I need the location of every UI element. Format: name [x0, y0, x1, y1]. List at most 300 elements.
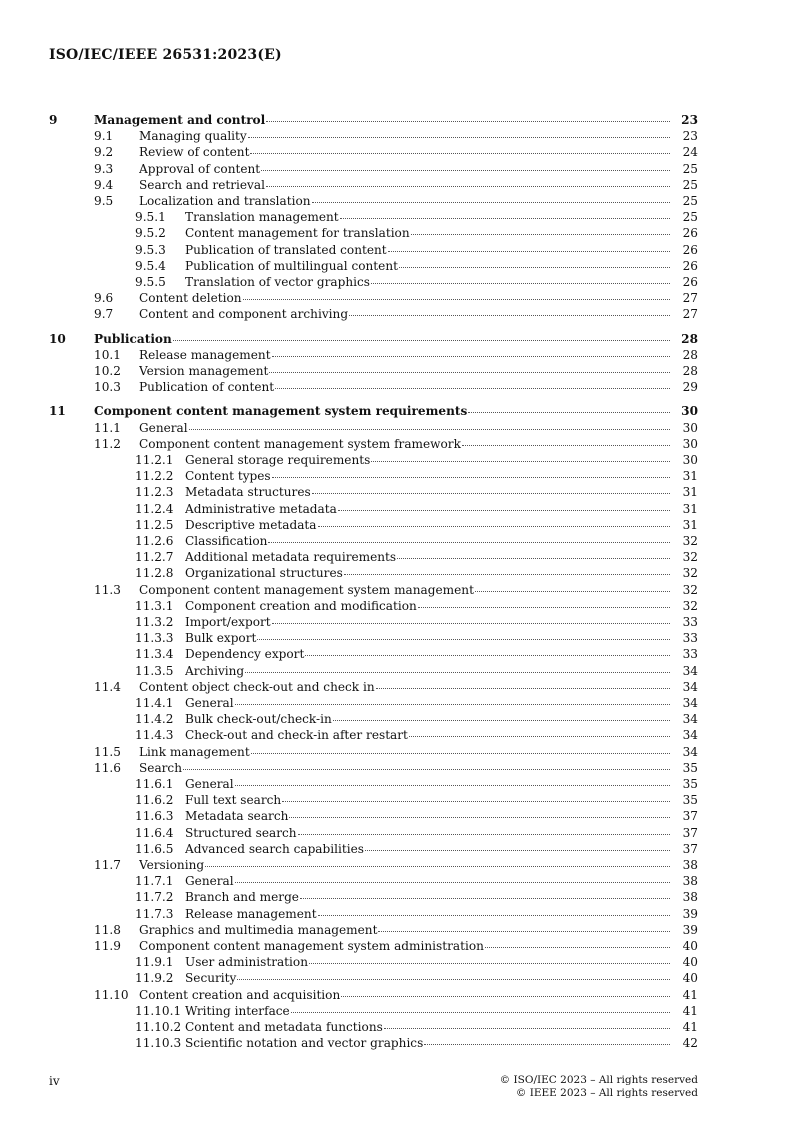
toc-entry[interactable]	[0, 331, 793, 347]
toc-entry[interactable]	[0, 792, 793, 808]
toc-entry-leader	[185, 792, 698, 808]
toc-entry-page: 38	[672, 873, 698, 889]
dot-leader	[245, 672, 670, 673]
dot-leader	[384, 1028, 670, 1029]
toc-entry-leader	[139, 420, 698, 436]
dot-leader	[371, 283, 670, 284]
dot-leader	[300, 898, 670, 899]
copyright-line-iso: © ISO/IEC 2023 – All rights reserved	[499, 1074, 698, 1086]
toc-entry-leader	[185, 954, 698, 970]
toc-entry-number: 10.2	[94, 364, 121, 378]
toc-entry-title: Content and component archiving	[139, 307, 349, 322]
toc-entry-number: 11.2.7	[135, 550, 174, 565]
toc-entry-leader	[185, 242, 698, 258]
toc-entry-leader	[185, 841, 698, 857]
toc-entry-number: 11.2.6	[135, 534, 174, 548]
toc-entry-title: Content object check-out and check in	[139, 679, 375, 694]
toc-entry-number: 11.7.3	[135, 906, 174, 921]
toc-entry-number: 10.3	[94, 380, 121, 395]
toc-entry-page: 32	[672, 598, 698, 614]
toc-entry-title: Release management	[139, 347, 271, 362]
toc-entry-title: Component content management system administration	[139, 939, 484, 953]
toc-entry-leader	[185, 598, 698, 614]
toc-entry-title: Managing quality	[139, 129, 247, 144]
toc-entry-title: Descriptive metadata	[185, 517, 317, 532]
toc-entry-number: 11.10	[94, 987, 129, 1002]
toc-entry[interactable]	[0, 565, 793, 581]
toc-entry-page: 30	[672, 452, 698, 468]
toc-entry-leader	[185, 906, 698, 922]
toc-entry-number: 9.3	[94, 161, 114, 176]
toc-entry-title: Writing interface	[185, 1003, 290, 1018]
toc-entry[interactable]	[0, 646, 793, 662]
toc-entry[interactable]	[0, 258, 793, 274]
dot-leader	[272, 623, 670, 624]
dot-leader	[485, 947, 670, 948]
toc-entry-page: 34	[672, 663, 698, 679]
toc-entry-leader	[185, 663, 698, 679]
toc-entry[interactable]	[0, 209, 793, 225]
toc-entry-number: 11.2.3	[135, 485, 174, 500]
toc-entry-page: 41	[672, 987, 698, 1003]
toc-entry[interactable]	[0, 379, 793, 395]
toc-entry-number: 9.2	[94, 145, 114, 160]
toc-entry-leader	[94, 331, 698, 347]
toc-entry-page: 30	[672, 420, 698, 436]
toc-entry-page: 35	[672, 792, 698, 808]
toc-entry[interactable]	[0, 193, 793, 209]
toc-entry-leader	[185, 549, 698, 565]
toc-entry-leader	[185, 873, 698, 889]
toc-entry-number: 11.7.1	[135, 874, 174, 889]
toc-entry[interactable]	[0, 776, 793, 792]
toc-entry[interactable]	[0, 711, 793, 727]
toc-entry-number: 9.5	[94, 194, 114, 208]
toc-entry[interactable]	[0, 144, 793, 160]
toc-entry[interactable]	[0, 533, 793, 549]
toc-entry-page: 25	[672, 177, 698, 193]
toc-entry-page: 39	[672, 906, 698, 922]
toc-entry-page: 35	[672, 776, 698, 792]
toc-entry-leader	[185, 565, 698, 581]
dot-leader	[468, 412, 670, 413]
dot-leader	[275, 388, 670, 389]
toc-entry[interactable]	[0, 663, 793, 679]
toc-entry-leader	[185, 614, 698, 630]
toc-entry-title: Dependency export	[185, 647, 305, 662]
dot-leader	[251, 753, 670, 754]
toc-entry-number: 11.4.2	[135, 712, 174, 727]
toc-entry-title: User administration	[185, 955, 308, 970]
toc-entry[interactable]	[0, 484, 793, 500]
dot-leader	[257, 639, 670, 640]
toc-entry[interactable]	[0, 857, 793, 873]
toc-entry-title: Scientific notation and vector graphics	[185, 1036, 424, 1051]
toc-entry-number: 11.6.5	[135, 841, 174, 856]
toc-entry[interactable]	[0, 582, 793, 598]
dot-leader	[371, 461, 670, 462]
toc-entry[interactable]	[0, 347, 793, 363]
toc-entry-page: 26	[672, 274, 698, 290]
toc-entry[interactable]	[0, 290, 793, 306]
toc-entry-page: 39	[672, 922, 698, 938]
toc-entry-leader	[139, 306, 698, 322]
toc-entry-page: 41	[672, 1019, 698, 1035]
dot-leader	[388, 251, 670, 252]
toc-entry[interactable]	[0, 954, 793, 970]
toc-entry-page: 31	[672, 484, 698, 500]
toc-entry-title: Search	[139, 760, 182, 775]
toc-entry-number: 11.4	[94, 679, 121, 694]
toc-entry-page: 29	[672, 379, 698, 395]
toc-entry-number: 11.2.8	[135, 566, 174, 581]
dot-leader	[235, 882, 670, 883]
toc-entry-page: 25	[672, 161, 698, 177]
toc-entry[interactable]	[0, 744, 793, 760]
dot-leader	[268, 542, 670, 543]
toc-entry-title: Publication of content	[139, 380, 275, 395]
dot-leader	[318, 915, 670, 916]
toc-entry-leader	[94, 403, 698, 419]
dot-leader	[338, 510, 670, 511]
toc-entry-page: 41	[672, 1003, 698, 1019]
toc-entry[interactable]	[0, 112, 793, 128]
toc-entry-leader	[185, 533, 698, 549]
toc-entry-page: 33	[672, 614, 698, 630]
dot-leader	[205, 866, 670, 867]
toc-entry-title: Full text search	[185, 793, 282, 808]
toc-entry-number: 11.3.3	[135, 631, 174, 646]
toc-entry-title: Component creation and modification	[185, 598, 417, 613]
toc-entry-leader	[185, 889, 698, 905]
toc-entry-page: 34	[672, 727, 698, 743]
toc-entry-page: 40	[672, 938, 698, 954]
toc-entry-title: Metadata search	[185, 809, 289, 824]
toc-entry-leader	[139, 582, 698, 598]
toc-entry[interactable]	[0, 177, 793, 193]
toc-entry[interactable]	[0, 517, 793, 533]
toc-entry-leader	[185, 517, 698, 533]
toc-entry[interactable]	[0, 363, 793, 379]
toc-entry[interactable]	[0, 679, 793, 695]
toc-entry-leader	[185, 274, 698, 290]
toc-entry-title: Metadata structures	[185, 485, 311, 500]
dot-leader	[312, 202, 670, 203]
toc-entry[interactable]	[0, 727, 793, 743]
toc-entry-title: Search and retrieval	[139, 177, 265, 192]
toc-entry[interactable]	[0, 825, 793, 841]
toc-entry[interactable]	[0, 274, 793, 290]
toc-entry-page: 38	[672, 889, 698, 905]
toc-entry-number: 11.6.1	[135, 777, 174, 791]
toc-entry-title: General	[185, 696, 234, 710]
toc-entry-number: 11.3	[94, 582, 121, 597]
dot-leader	[248, 137, 670, 138]
toc-entry[interactable]	[0, 501, 793, 517]
toc-entry-title: Administrative metadata	[185, 501, 337, 516]
dot-leader	[333, 720, 670, 721]
toc-entry-title: Localization and translation	[139, 194, 311, 208]
toc-entry-page: 34	[672, 711, 698, 727]
toc-entry-leader	[139, 679, 698, 695]
toc-entry-title: Component content management system requirements	[94, 404, 468, 419]
toc-entry-title: General	[139, 420, 188, 435]
toc-entry-number: 11.10.2	[135, 1020, 182, 1034]
toc-entry-number: 10	[49, 331, 66, 346]
toc-entry-number: 9.5.1	[135, 210, 166, 225]
toc-entry-leader	[139, 347, 698, 363]
toc-entry[interactable]	[0, 1019, 793, 1035]
dot-leader	[289, 817, 670, 818]
toc-entry-leader	[185, 646, 698, 662]
dot-leader	[349, 315, 670, 316]
dot-leader	[269, 372, 670, 373]
toc-entry[interactable]	[0, 452, 793, 468]
toc-entry-leader	[185, 258, 698, 274]
toc-entry-title: Import/export	[185, 615, 271, 629]
toc-entry-number: 11.3.2	[135, 615, 174, 629]
page-number: iv	[49, 1074, 60, 1088]
toc-entry-title: General	[185, 874, 234, 889]
toc-entry-leader	[139, 193, 698, 209]
toc-entry[interactable]	[0, 598, 793, 614]
toc-entry-title: Translation management	[185, 210, 339, 225]
toc-entry[interactable]	[0, 549, 793, 565]
toc-entry-leader	[139, 379, 698, 395]
toc-entry-page: 42	[672, 1035, 698, 1051]
dot-leader	[411, 234, 670, 235]
toc-entry[interactable]	[0, 161, 793, 177]
toc-entry-leader	[185, 776, 698, 792]
toc-entry[interactable]	[0, 938, 793, 954]
dot-leader	[399, 267, 670, 268]
toc-entry-page: 32	[672, 533, 698, 549]
toc-entry-page: 31	[672, 501, 698, 517]
toc-entry-number: 11.7.2	[135, 890, 174, 905]
toc-entry-number: 11	[49, 404, 66, 419]
toc-entry[interactable]	[0, 436, 793, 452]
copyright-notice	[500, 1074, 698, 1100]
toc-entry-title: Translation of vector graphics	[185, 275, 371, 289]
toc-entry-leader	[185, 1003, 698, 1019]
toc-entry-title: Content creation and acquisition	[139, 987, 341, 1002]
toc-entry[interactable]	[0, 1003, 793, 1019]
document-header: ISO/IEC/IEEE 26531:2023(E)	[49, 47, 282, 63]
dot-leader	[312, 493, 670, 494]
toc-entry-leader	[139, 128, 698, 144]
toc-entry-page: 31	[672, 468, 698, 484]
toc-entry-title: Component content management system management	[139, 582, 474, 597]
toc-entry-number: 9.5.2	[135, 226, 166, 241]
toc-entry-number: 11.2.5	[135, 517, 174, 532]
toc-entry-number: 11.4.3	[135, 728, 174, 743]
dot-leader	[365, 850, 670, 851]
dot-leader	[318, 526, 670, 527]
toc-entry[interactable]	[0, 970, 793, 986]
dot-leader	[282, 801, 670, 802]
dot-leader	[376, 688, 670, 689]
toc-entry-title: Security	[185, 971, 237, 986]
dot-leader	[397, 558, 670, 559]
dot-leader	[298, 834, 670, 835]
toc-entry[interactable]	[0, 306, 793, 322]
toc-entry-leader	[185, 1019, 698, 1035]
toc-entry-title: Publication of multilingual content	[185, 258, 398, 273]
toc-entry-page: 28	[672, 331, 698, 347]
toc-entry-leader	[139, 987, 698, 1003]
toc-entry-leader	[185, 727, 698, 743]
toc-entry-title: Approval of content	[139, 161, 261, 176]
dot-leader	[340, 218, 670, 219]
toc-entry-leader	[185, 468, 698, 484]
toc-entry-number: 9.4	[94, 177, 114, 192]
toc-entry[interactable]	[0, 614, 793, 630]
toc-entry-number: 11.4.1	[135, 696, 174, 710]
dot-leader	[309, 963, 670, 964]
toc-entry[interactable]	[0, 242, 793, 258]
toc-entry[interactable]	[0, 808, 793, 824]
toc-entry-title: Additional metadata requirements	[185, 550, 397, 565]
toc-entry-number: 9	[49, 113, 58, 127]
toc-entry-page: 34	[672, 744, 698, 760]
toc-entry-page: 34	[672, 679, 698, 695]
toc-entry-leader	[139, 922, 698, 938]
toc-entry[interactable]	[0, 889, 793, 905]
toc-entry-title: Classification	[185, 534, 268, 548]
dot-leader	[475, 591, 670, 592]
toc-entry-leader	[139, 363, 698, 379]
toc-entry-page: 28	[672, 363, 698, 379]
toc-entry-number: 11.8	[94, 922, 121, 937]
toc-entry-number: 11.2	[94, 436, 121, 451]
toc-entry-title: Content types	[185, 469, 271, 484]
toc-entry-leader	[139, 436, 698, 452]
toc-entry-leader	[185, 209, 698, 225]
toc-entry-page: 28	[672, 347, 698, 363]
toc-entry-page: 25	[672, 193, 698, 209]
toc-entry-title: Content deletion	[139, 291, 242, 306]
toc-entry-number: 11.3.1	[135, 598, 174, 613]
dot-leader	[261, 170, 670, 171]
dot-leader	[266, 121, 670, 122]
toc-entry-leader	[139, 857, 698, 873]
toc-entry[interactable]	[0, 987, 793, 1003]
toc-entry-page: 30	[672, 403, 698, 419]
toc-entry[interactable]	[0, 1035, 793, 1051]
toc-entry-title: General	[185, 777, 234, 791]
toc-entry-page: 27	[672, 306, 698, 322]
toc-entry-number: 9.1	[94, 129, 114, 144]
dot-leader	[183, 769, 670, 770]
toc-entry-title: Version management	[139, 364, 269, 378]
toc-entry[interactable]	[0, 906, 793, 922]
dot-leader	[173, 340, 670, 341]
toc-entry-leader	[139, 744, 698, 760]
dot-leader	[305, 655, 670, 656]
copyright-line-ieee: © IEEE 2023 – All rights reserved	[515, 1087, 698, 1099]
toc-entry-leader	[185, 225, 698, 241]
toc-entry-leader	[139, 290, 698, 306]
toc-entry-number: 11.1	[94, 420, 121, 435]
dot-leader	[237, 979, 670, 980]
toc-entry-leader	[185, 970, 698, 986]
toc-entry[interactable]	[0, 922, 793, 938]
toc-entry[interactable]	[0, 403, 793, 419]
toc-entry-leader	[139, 760, 698, 776]
toc-entry-title: Branch and merge	[185, 890, 299, 905]
toc-entry-leader	[139, 161, 698, 177]
dot-leader	[272, 477, 670, 478]
toc-entry-title: Structured search	[185, 825, 297, 840]
toc-entry-leader	[185, 452, 698, 468]
toc-entry-number: 11.6.2	[135, 793, 174, 808]
dot-leader	[243, 299, 670, 300]
toc-entry-title: Versioning	[139, 858, 205, 872]
toc-entry-page: 40	[672, 954, 698, 970]
toc-entry-page: 37	[672, 808, 698, 824]
dot-leader	[272, 356, 670, 357]
toc-entry[interactable]	[0, 841, 793, 857]
toc-entry[interactable]	[0, 128, 793, 144]
toc-entry-page: 37	[672, 825, 698, 841]
toc-entry-number: 9.5.5	[135, 275, 166, 289]
toc-entry[interactable]	[0, 873, 793, 889]
dot-leader	[424, 1044, 670, 1045]
toc-entry-number: 11.6.4	[135, 825, 174, 840]
toc-entry[interactable]	[0, 468, 793, 484]
dot-leader	[341, 996, 670, 997]
toc-entry-page: 32	[672, 549, 698, 565]
toc-entry-leader	[139, 177, 698, 193]
toc-entry-page: 26	[672, 258, 698, 274]
toc-entry-page: 35	[672, 760, 698, 776]
toc-entry-number: 9.5.3	[135, 242, 166, 257]
dot-leader	[378, 931, 670, 932]
toc-entry[interactable]	[0, 420, 793, 436]
toc-entry-number: 11.5	[94, 744, 121, 759]
toc-entry[interactable]	[0, 630, 793, 646]
toc-entry-number: 10.1	[94, 347, 121, 362]
dot-leader	[266, 186, 670, 187]
toc-entry-page: 23	[672, 128, 698, 144]
toc-entry-title: Graphics and multimedia management	[139, 922, 378, 937]
dot-leader	[250, 153, 670, 154]
toc-entry-title: Release management	[185, 906, 317, 921]
toc-entry-leader	[185, 711, 698, 727]
toc-entry-title: Publication	[94, 331, 172, 346]
toc-entry-leader	[185, 630, 698, 646]
dot-leader	[235, 704, 670, 705]
toc-entry-number: 11.9	[94, 939, 121, 953]
toc-entry[interactable]	[0, 225, 793, 241]
toc-entry[interactable]	[0, 695, 793, 711]
toc-entry-leader	[185, 695, 698, 711]
toc-entry-page: 23	[672, 112, 698, 128]
dot-leader	[291, 1012, 670, 1013]
toc-entry-title: Publication of translated content	[185, 242, 387, 257]
toc-entry-number: 9.6	[94, 291, 114, 306]
toc-entry-leader	[94, 112, 698, 128]
toc-entry-leader	[139, 938, 698, 954]
toc-entry-number: 11.7	[94, 858, 121, 872]
toc-entry-number: 11.10.1	[135, 1003, 182, 1018]
toc-entry[interactable]	[0, 760, 793, 776]
toc-entry-title: Content and metadata functions	[185, 1020, 383, 1034]
toc-entry-title: Component content management system framework	[139, 436, 461, 451]
toc-entry-page: 34	[672, 695, 698, 711]
toc-entry-leader	[185, 484, 698, 500]
dot-leader	[344, 574, 670, 575]
